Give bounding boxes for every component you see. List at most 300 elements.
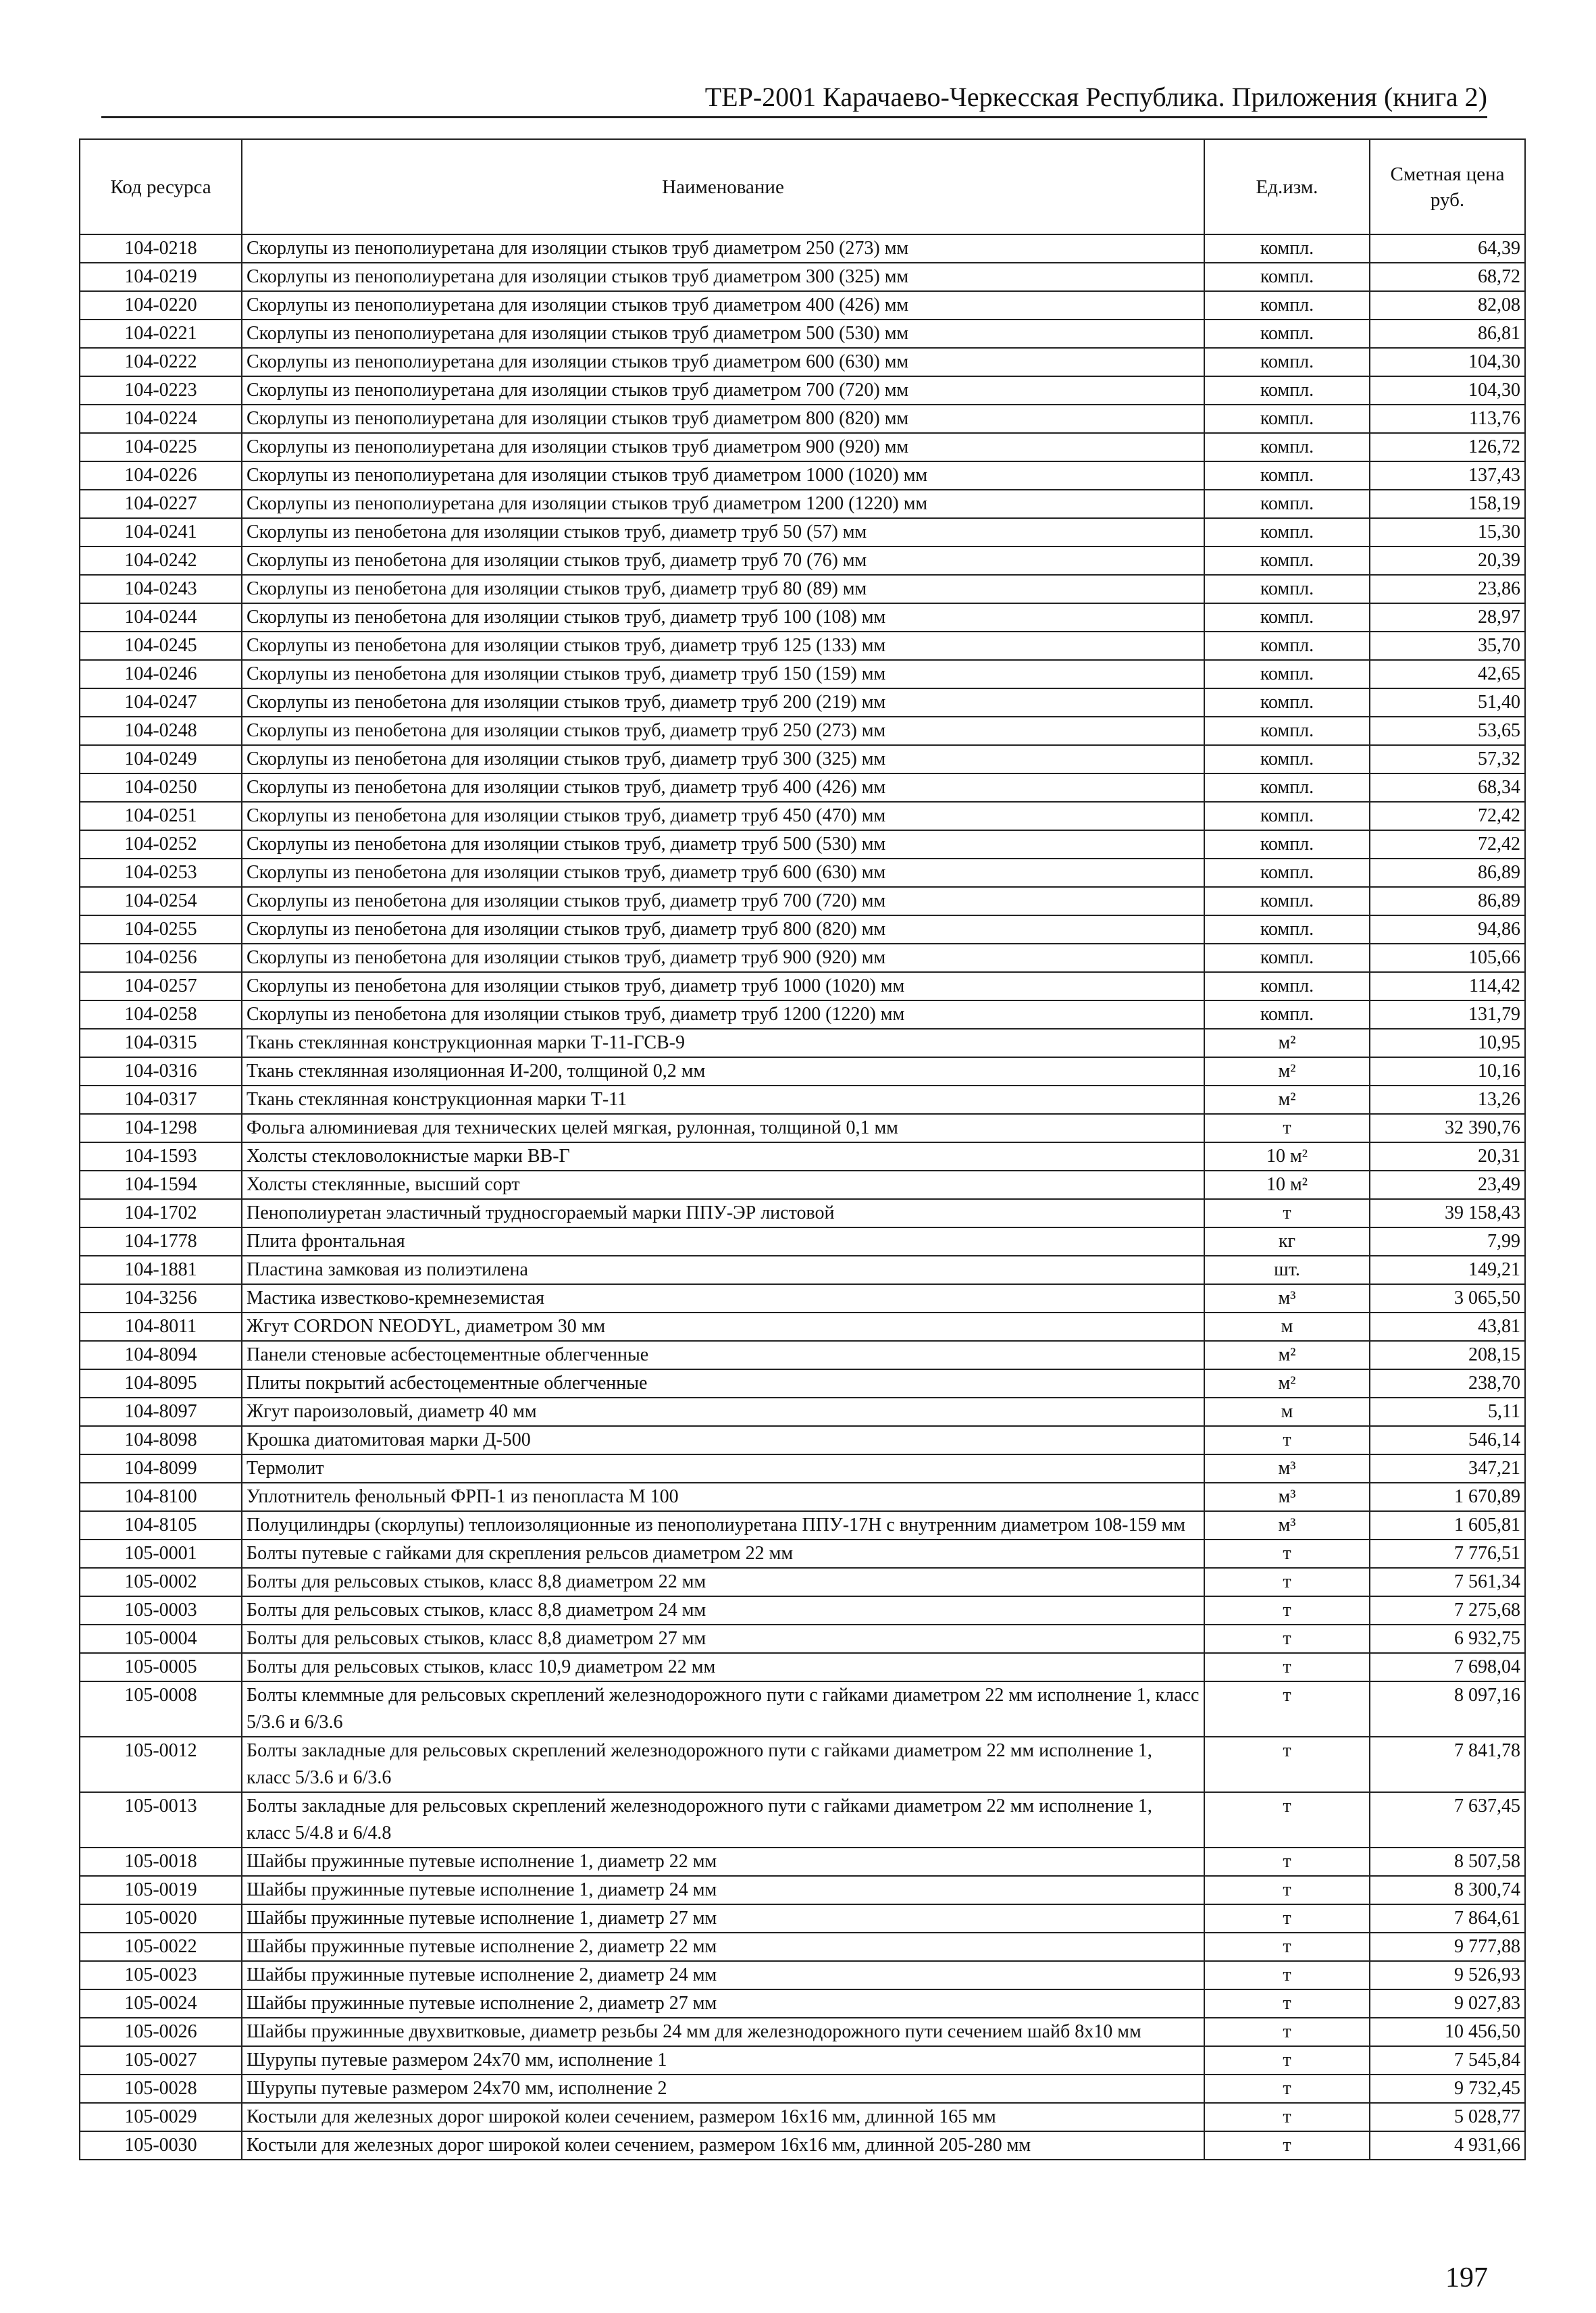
row-name: Скорлупы из пенополиуретана для изоляции стыков труб диаметром 250 (273) мм	[242, 234, 1204, 263]
row-code: 105-0004	[80, 1625, 242, 1653]
table-row	[80, 1086, 1525, 1114]
row-price: 546,14	[1370, 1426, 1525, 1454]
table-row	[80, 1142, 1525, 1171]
table-row	[80, 972, 1525, 1000]
row-price: 23,49	[1370, 1171, 1525, 1199]
row-unit: м³	[1204, 1284, 1370, 1313]
row-name: Болты для рельсовых стыков, класс 8,8 диаметром 27 мм	[242, 1625, 1204, 1653]
table-row	[80, 1876, 1525, 1904]
row-price: 51,40	[1370, 688, 1525, 717]
row-name: Скорлупы из пенобетона для изоляции стыков труб, диаметр труб 500 (530) мм	[242, 830, 1204, 859]
row-price: 6 932,75	[1370, 1625, 1525, 1653]
row-unit: компл.	[1204, 859, 1370, 887]
row-name: Скорлупы из пенополиуретана для изоляции стыков труб диаметром 500 (530) мм	[242, 320, 1204, 348]
table-row	[80, 405, 1525, 433]
row-code: 104-8094	[80, 1341, 242, 1369]
row-name: Уплотнитель фенольный ФРП-1 из пенопласта М 100	[242, 1483, 1204, 1511]
row-code: 104-8100	[80, 1483, 242, 1511]
row-code: 104-0245	[80, 632, 242, 660]
row-price: 10 456,50	[1370, 2018, 1525, 2046]
row-price: 9 777,88	[1370, 1933, 1525, 1961]
row-code: 104-1594	[80, 1171, 242, 1199]
row-unit: т	[1204, 1653, 1370, 1681]
row-price: 20,39	[1370, 547, 1525, 575]
table-row	[80, 518, 1525, 547]
row-unit: м³	[1204, 1483, 1370, 1511]
row-code: 104-0315	[80, 1029, 242, 1057]
row-code: 105-0028	[80, 2075, 242, 2103]
row-name: Болты закладные для рельсовых скреплений железнодорожного пути с гайками диаметром 22 мм исполнение 1, класс 5/3.6 и 6/3.6	[242, 1737, 1204, 1792]
row-code: 104-1593	[80, 1142, 242, 1171]
row-price: 158,19	[1370, 490, 1525, 518]
row-name: Шайбы пружинные путевые исполнение 1, диаметр 24 мм	[242, 1876, 1204, 1904]
row-name: Болты для рельсовых стыков, класс 8,8 диаметром 22 мм	[242, 1568, 1204, 1596]
row-code: 104-0220	[80, 291, 242, 320]
table-row	[80, 433, 1525, 461]
table-row	[80, 1199, 1525, 1227]
row-unit: т	[1204, 1989, 1370, 2018]
row-name: Костыли для железных дорог широкой колеи сечением, размером 16х16 мм, длинной 165 мм	[242, 2103, 1204, 2131]
row-unit: компл.	[1204, 490, 1370, 518]
row-unit: компл.	[1204, 717, 1370, 745]
row-code: 104-8095	[80, 1369, 242, 1398]
table-row	[80, 2075, 1525, 2103]
row-code: 104-1778	[80, 1227, 242, 1256]
row-name: Пластина замковая из полиэтилена	[242, 1256, 1204, 1284]
row-unit: т	[1204, 2018, 1370, 2046]
row-unit: компл.	[1204, 972, 1370, 1000]
row-name: Шайбы пружинные путевые исполнение 1, диаметр 22 мм	[242, 1848, 1204, 1876]
table-row	[80, 1540, 1525, 1568]
page-number: 197	[1445, 2262, 1488, 2293]
row-code: 104-8099	[80, 1454, 242, 1483]
row-name: Скорлупы из пенобетона для изоляции стыков труб, диаметр труб 200 (219) мм	[242, 688, 1204, 717]
row-price: 86,89	[1370, 859, 1525, 887]
row-price: 149,21	[1370, 1256, 1525, 1284]
row-name: Скорлупы из пенобетона для изоляции стыков труб, диаметр труб 70 (76) мм	[242, 547, 1204, 575]
table-row	[80, 547, 1525, 575]
row-price: 23,86	[1370, 575, 1525, 603]
row-price: 9 526,93	[1370, 1961, 1525, 1989]
row-code: 104-1881	[80, 1256, 242, 1284]
row-code: 104-0256	[80, 944, 242, 972]
row-code: 104-3256	[80, 1284, 242, 1313]
table-row	[80, 1653, 1525, 1681]
row-code: 104-0242	[80, 547, 242, 575]
row-unit: компл.	[1204, 234, 1370, 263]
table-row	[80, 688, 1525, 717]
row-price: 28,97	[1370, 603, 1525, 632]
row-code: 105-0013	[80, 1792, 242, 1848]
row-code: 105-0002	[80, 1568, 242, 1596]
row-code: 104-0224	[80, 405, 242, 433]
table-row	[80, 603, 1525, 632]
table-row	[80, 575, 1525, 603]
row-unit: м	[1204, 1398, 1370, 1426]
row-unit: т	[1204, 1933, 1370, 1961]
table-row	[80, 461, 1525, 490]
table-row	[80, 1511, 1525, 1540]
column-header-price: Сметная цена руб.	[1370, 139, 1525, 234]
row-unit: т	[1204, 2046, 1370, 2075]
table-body	[80, 234, 1525, 2160]
row-unit: т	[1204, 2075, 1370, 2103]
table-row	[80, 944, 1525, 972]
row-code: 104-0219	[80, 263, 242, 291]
row-unit: 10 м²	[1204, 1171, 1370, 1199]
row-price: 8 507,58	[1370, 1848, 1525, 1876]
row-name: Скорлупы из пенополиуретана для изоляции стыков труб диаметром 900 (920) мм	[242, 433, 1204, 461]
row-unit: м	[1204, 1313, 1370, 1341]
row-unit: м³	[1204, 1454, 1370, 1483]
table-row	[80, 1426, 1525, 1454]
row-code: 104-0253	[80, 859, 242, 887]
table-row	[80, 1227, 1525, 1256]
row-name: Скорлупы из пенобетона для изоляции стыков труб, диаметр труб 300 (325) мм	[242, 745, 1204, 773]
row-unit: компл.	[1204, 887, 1370, 915]
row-code: 105-0024	[80, 1989, 242, 2018]
table-row	[80, 234, 1525, 263]
table-row	[80, 1256, 1525, 1284]
column-header-name: Наименование	[242, 139, 1204, 234]
row-name: Скорлупы из пенополиуретана для изоляции стыков труб диаметром 800 (820) мм	[242, 405, 1204, 433]
row-unit: м²	[1204, 1369, 1370, 1398]
row-name: Шайбы пружинные путевые исполнение 2, диаметр 22 мм	[242, 1933, 1204, 1961]
table-row	[80, 2131, 1525, 2160]
row-unit: компл.	[1204, 773, 1370, 802]
row-name: Плита фронтальная	[242, 1227, 1204, 1256]
row-code: 104-0255	[80, 915, 242, 944]
row-name: Фольга алюминиевая для технических целей мягкая, рулонная, толщиной 0,1 мм	[242, 1114, 1204, 1142]
table-row	[80, 1792, 1525, 1848]
row-unit: т	[1204, 2131, 1370, 2160]
row-unit: т	[1204, 1625, 1370, 1653]
table-row	[80, 1568, 1525, 1596]
row-price: 32 390,76	[1370, 1114, 1525, 1142]
row-name: Болты для рельсовых стыков, класс 8,8 диаметром 24 мм	[242, 1596, 1204, 1625]
table-row	[80, 1000, 1525, 1029]
row-name: Скорлупы из пенобетона для изоляции стыков труб, диаметр труб 900 (920) мм	[242, 944, 1204, 972]
row-price: 57,32	[1370, 745, 1525, 773]
row-name: Шайбы пружинные путевые исполнение 2, диаметр 24 мм	[242, 1961, 1204, 1989]
row-code: 104-0227	[80, 490, 242, 518]
row-name: Шурупы путевые размером 24х70 мм, исполнение 1	[242, 2046, 1204, 2075]
row-name: Костыли для железных дорог широкой колеи сечением, размером 16х16 мм, длинной 205-280 мм	[242, 2131, 1204, 2160]
row-price: 137,43	[1370, 461, 1525, 490]
row-code: 105-0027	[80, 2046, 242, 2075]
row-price: 64,39	[1370, 234, 1525, 263]
row-unit: т	[1204, 1792, 1370, 1848]
row-unit: т	[1204, 1904, 1370, 1933]
row-price: 39 158,43	[1370, 1199, 1525, 1227]
row-unit: компл.	[1204, 745, 1370, 773]
row-name: Скорлупы из пенополиуретана для изоляции стыков труб диаметром 400 (426) мм	[242, 291, 1204, 320]
row-price: 35,70	[1370, 632, 1525, 660]
row-price: 238,70	[1370, 1369, 1525, 1398]
row-unit: компл.	[1204, 263, 1370, 291]
row-name: Мастика известково-кремнеземистая	[242, 1284, 1204, 1313]
row-price: 7,99	[1370, 1227, 1525, 1256]
row-name: Болты клеммные для рельсовых скреплений железнодорожного пути с гайками диаметром 22 мм исполнение 1, класс 5/3.6 и 6/3.6	[242, 1681, 1204, 1737]
row-code: 104-0241	[80, 518, 242, 547]
row-price: 20,31	[1370, 1142, 1525, 1171]
row-unit: м²	[1204, 1029, 1370, 1057]
table-row	[80, 1057, 1525, 1086]
row-name: Плиты покрытий асбестоцементные облегченные	[242, 1369, 1204, 1398]
row-unit: 10 м²	[1204, 1142, 1370, 1171]
row-unit: т	[1204, 1681, 1370, 1737]
row-code: 104-0316	[80, 1057, 242, 1086]
row-name: Шурупы путевые размером 24х70 мм, исполнение 2	[242, 2075, 1204, 2103]
row-code: 104-1298	[80, 1114, 242, 1142]
row-price: 5,11	[1370, 1398, 1525, 1426]
row-unit: компл.	[1204, 830, 1370, 859]
table-row	[80, 1029, 1525, 1057]
table-row	[80, 1369, 1525, 1398]
row-code: 104-0246	[80, 660, 242, 688]
row-code: 105-0029	[80, 2103, 242, 2131]
table-row	[80, 1848, 1525, 1876]
row-price: 1 670,89	[1370, 1483, 1525, 1511]
table-row	[80, 291, 1525, 320]
row-unit: компл.	[1204, 632, 1370, 660]
row-name: Скорлупы из пенобетона для изоляции стыков труб, диаметр труб 600 (630) мм	[242, 859, 1204, 887]
row-unit: т	[1204, 1596, 1370, 1625]
row-unit: т	[1204, 1848, 1370, 1876]
column-header-unit: Ед.изм.	[1204, 139, 1370, 234]
row-price: 15,30	[1370, 518, 1525, 547]
row-unit: м³	[1204, 1511, 1370, 1540]
row-name: Скорлупы из пенополиуретана для изоляции стыков труб диаметром 600 (630) мм	[242, 348, 1204, 376]
row-unit: компл.	[1204, 405, 1370, 433]
row-unit: т	[1204, 1426, 1370, 1454]
row-name: Скорлупы из пенобетона для изоляции стыков труб, диаметр труб 50 (57) мм	[242, 518, 1204, 547]
row-name: Холсты стеклянные, высший сорт	[242, 1171, 1204, 1199]
table-row	[80, 1933, 1525, 1961]
row-name: Скорлупы из пенобетона для изоляции стыков труб, диаметр труб 100 (108) мм	[242, 603, 1204, 632]
row-price: 7 776,51	[1370, 1540, 1525, 1568]
row-name: Жгут пароизоловый, диаметр 40 мм	[242, 1398, 1204, 1426]
row-unit: компл.	[1204, 575, 1370, 603]
row-price: 42,65	[1370, 660, 1525, 688]
row-price: 114,42	[1370, 972, 1525, 1000]
row-price: 7 561,34	[1370, 1568, 1525, 1596]
table-row	[80, 830, 1525, 859]
row-price: 13,26	[1370, 1086, 1525, 1114]
table-row	[80, 745, 1525, 773]
row-code: 104-0222	[80, 348, 242, 376]
row-name: Термолит	[242, 1454, 1204, 1483]
row-name: Болты путевые с гайками для скрепления рельсов диаметром 22 мм	[242, 1540, 1204, 1568]
column-header-code: Код ресурса	[80, 139, 242, 234]
row-price: 347,21	[1370, 1454, 1525, 1483]
table-row	[80, 2103, 1525, 2131]
row-code: 104-0244	[80, 603, 242, 632]
row-price: 9 732,45	[1370, 2075, 1525, 2103]
row-price: 9 027,83	[1370, 1989, 1525, 2018]
table-row	[80, 1681, 1525, 1737]
row-code: 105-0023	[80, 1961, 242, 1989]
table-row	[80, 1989, 1525, 2018]
row-unit: т	[1204, 1737, 1370, 1792]
row-price: 208,15	[1370, 1341, 1525, 1369]
row-price: 4 931,66	[1370, 2131, 1525, 2160]
row-unit: компл.	[1204, 433, 1370, 461]
row-name: Шайбы пружинные путевые исполнение 2, диаметр 27 мм	[242, 1989, 1204, 2018]
row-code: 105-0026	[80, 2018, 242, 2046]
row-code: 105-0030	[80, 2131, 242, 2160]
row-name: Скорлупы из пенобетона для изоляции стыков труб, диаметр труб 400 (426) мм	[242, 773, 1204, 802]
row-name: Болты закладные для рельсовых скреплений железнодорожного пути с гайками диаметром 22 мм исполнение 1, класс 5/4.8 и 6/4.8	[242, 1792, 1204, 1848]
row-name: Шайбы пружинные двухвитковые, диаметр резьбы 24 мм для железнодорожного пути сечением шайб 8х10 мм	[242, 2018, 1204, 2046]
row-name: Пенополиуретан эластичный трудносгораемый марки ППУ-ЭР листовой	[242, 1199, 1204, 1227]
row-unit: компл.	[1204, 944, 1370, 972]
row-unit: т	[1204, 1876, 1370, 1904]
row-unit: компл.	[1204, 1000, 1370, 1029]
row-price: 10,95	[1370, 1029, 1525, 1057]
table-row	[80, 859, 1525, 887]
row-price: 104,30	[1370, 376, 1525, 405]
row-unit: т	[1204, 1199, 1370, 1227]
row-code: 104-8011	[80, 1313, 242, 1341]
row-code: 104-8098	[80, 1426, 242, 1454]
row-name: Панели стеновые асбестоцементные облегченные	[242, 1341, 1204, 1369]
row-code: 104-0226	[80, 461, 242, 490]
row-code: 104-0218	[80, 234, 242, 263]
row-price: 8 300,74	[1370, 1876, 1525, 1904]
row-code: 105-0020	[80, 1904, 242, 1933]
row-name: Скорлупы из пенобетона для изоляции стыков труб, диаметр труб 450 (470) мм	[242, 802, 1204, 830]
row-code: 105-0022	[80, 1933, 242, 1961]
row-price: 86,81	[1370, 320, 1525, 348]
row-price: 1 605,81	[1370, 1511, 1525, 1540]
table-row	[80, 1483, 1525, 1511]
row-price: 7 637,45	[1370, 1792, 1525, 1848]
row-unit: компл.	[1204, 688, 1370, 717]
row-price: 43,81	[1370, 1313, 1525, 1341]
row-code: 105-0018	[80, 1848, 242, 1876]
table-row	[80, 1596, 1525, 1625]
table-row	[80, 2046, 1525, 2075]
row-code: 104-0258	[80, 1000, 242, 1029]
table-row	[80, 1454, 1525, 1483]
row-name: Скорлупы из пенобетона для изоляции стыков труб, диаметр труб 150 (159) мм	[242, 660, 1204, 688]
table-row	[80, 1904, 1525, 1933]
table-row	[80, 1171, 1525, 1199]
row-code: 105-0003	[80, 1596, 242, 1625]
table-row	[80, 1625, 1525, 1653]
row-code: 105-0001	[80, 1540, 242, 1568]
table-row	[80, 1398, 1525, 1426]
table-row	[80, 1737, 1525, 1792]
row-name: Скорлупы из пенополиуретана для изоляции стыков труб диаметром 300 (325) мм	[242, 263, 1204, 291]
row-unit: компл.	[1204, 603, 1370, 632]
row-name: Скорлупы из пенобетона для изоляции стыков труб, диаметр труб 700 (720) мм	[242, 887, 1204, 915]
row-name: Болты для рельсовых стыков, класс 10,9 диаметром 22 мм	[242, 1653, 1204, 1681]
row-unit: т	[1204, 1568, 1370, 1596]
row-name: Ткань стеклянная изоляционная И-200, толщиной 0,2 мм	[242, 1057, 1204, 1086]
row-code: 104-0223	[80, 376, 242, 405]
table-row	[80, 1313, 1525, 1341]
row-price: 3 065,50	[1370, 1284, 1525, 1313]
row-unit: м²	[1204, 1086, 1370, 1114]
table-row	[80, 660, 1525, 688]
row-name: Скорлупы из пенополиуретана для изоляции стыков труб диаметром 1200 (1220) мм	[242, 490, 1204, 518]
row-code: 104-0221	[80, 320, 242, 348]
table-row	[80, 2018, 1525, 2046]
row-price: 68,34	[1370, 773, 1525, 802]
row-code: 104-0251	[80, 802, 242, 830]
row-name: Скорлупы из пенобетона для изоляции стыков труб, диаметр труб 1200 (1220) мм	[242, 1000, 1204, 1029]
row-price: 72,42	[1370, 802, 1525, 830]
row-code: 104-0252	[80, 830, 242, 859]
row-price: 68,72	[1370, 263, 1525, 291]
table-row	[80, 1961, 1525, 1989]
row-code: 104-8105	[80, 1511, 242, 1540]
resource-price-table	[79, 138, 1526, 2160]
row-name: Скорлупы из пенобетона для изоляции стыков труб, диаметр труб 1000 (1020) мм	[242, 972, 1204, 1000]
row-name: Холсты стекловолокнистые марки ВВ-Г	[242, 1142, 1204, 1171]
row-unit: компл.	[1204, 376, 1370, 405]
row-price: 53,65	[1370, 717, 1525, 745]
row-name: Скорлупы из пенополиуретана для изоляции стыков труб диаметром 700 (720) мм	[242, 376, 1204, 405]
row-code: 105-0005	[80, 1653, 242, 1681]
table-row	[80, 887, 1525, 915]
row-price: 7 545,84	[1370, 2046, 1525, 2075]
table-row	[80, 773, 1525, 802]
page-header	[101, 80, 1487, 118]
table-row	[80, 1114, 1525, 1142]
row-price: 131,79	[1370, 1000, 1525, 1029]
row-price: 72,42	[1370, 830, 1525, 859]
row-name: Скорлупы из пенобетона для изоляции стыков труб, диаметр труб 80 (89) мм	[242, 575, 1204, 603]
row-unit: компл.	[1204, 291, 1370, 320]
row-name: Ткань стеклянная конструкционная марки Т-11	[242, 1086, 1204, 1114]
table-row	[80, 348, 1525, 376]
row-price: 5 028,77	[1370, 2103, 1525, 2131]
row-unit: шт.	[1204, 1256, 1370, 1284]
row-name: Жгут CORDON NEODYL, диаметром 30 мм	[242, 1313, 1204, 1341]
row-name: Скорлупы из пенобетона для изоляции стыков труб, диаметр труб 250 (273) мм	[242, 717, 1204, 745]
row-price: 126,72	[1370, 433, 1525, 461]
row-unit: т	[1204, 1961, 1370, 1989]
table-row	[80, 376, 1525, 405]
row-price: 94,86	[1370, 915, 1525, 944]
row-unit: м²	[1204, 1341, 1370, 1369]
row-unit: кг	[1204, 1227, 1370, 1256]
row-unit: м²	[1204, 1057, 1370, 1086]
row-code: 104-0243	[80, 575, 242, 603]
row-name: Скорлупы из пенополиуретана для изоляции стыков труб диаметром 1000 (1020) мм	[242, 461, 1204, 490]
row-name: Полуцилиндры (скорлупы) теплоизоляционные из пенополиуретана ППУ-17Н с внутренним диаметром 108-159 мм	[242, 1511, 1204, 1540]
row-name: Скорлупы из пенобетона для изоляции стыков труб, диаметр труб 125 (133) мм	[242, 632, 1204, 660]
row-name: Ткань стеклянная конструкционная марки Т-11-ГСВ-9	[242, 1029, 1204, 1057]
row-unit: компл.	[1204, 320, 1370, 348]
row-price: 82,08	[1370, 291, 1525, 320]
table-row	[80, 802, 1525, 830]
row-code: 104-0250	[80, 773, 242, 802]
row-price: 7 698,04	[1370, 1653, 1525, 1681]
row-price: 7 841,78	[1370, 1737, 1525, 1792]
row-code: 104-0225	[80, 433, 242, 461]
row-unit: компл.	[1204, 547, 1370, 575]
row-unit: компл.	[1204, 802, 1370, 830]
table-row	[80, 1284, 1525, 1313]
row-unit: компл.	[1204, 915, 1370, 944]
row-code: 104-0248	[80, 717, 242, 745]
row-unit: компл.	[1204, 518, 1370, 547]
table-row	[80, 263, 1525, 291]
